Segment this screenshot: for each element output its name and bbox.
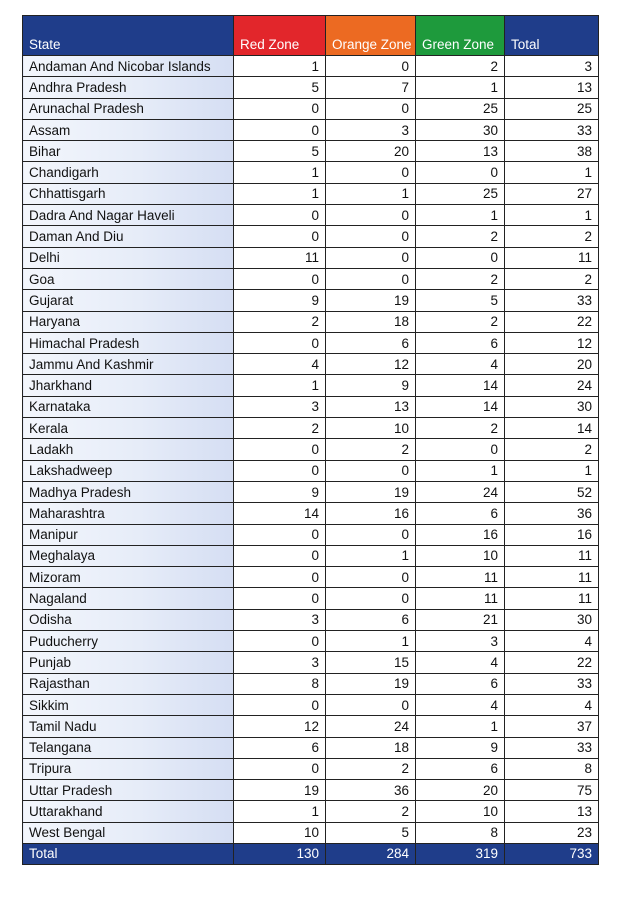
table-row [23,396,599,417]
cell-total: 36 [505,503,599,524]
table-row [23,503,599,524]
cell-red-zone: 0 [234,268,326,289]
cell-state: Odisha [23,609,234,630]
cell-state: West Bengal [23,822,234,843]
cell-orange-zone: 0 [326,268,416,289]
cell-red-zone: 6 [234,737,326,758]
cell-state: Sikkim [23,694,234,715]
cell-green-zone: 14 [416,375,505,396]
header-row [23,16,599,56]
cell-red-zone: 0 [234,226,326,247]
cell-red-zone: 0 [234,98,326,119]
table-row [23,311,599,332]
table-row [23,247,599,268]
cell-state: Himachal Pradesh [23,332,234,353]
cell-green-zone: 9 [416,737,505,758]
cell-state: Madhya Pradesh [23,481,234,502]
cell-state: Delhi [23,247,234,268]
table-row [23,694,599,715]
cell-red-zone: 12 [234,716,326,737]
cell-state: Uttarakhand [23,801,234,822]
cell-green-zone: 30 [416,119,505,140]
cell-total: 30 [505,396,599,417]
cell-total: 38 [505,141,599,162]
table-row [23,162,599,183]
cell-green-zone: 1 [416,77,505,98]
cell-total: 13 [505,801,599,822]
table-row [23,332,599,353]
header-total: Total [505,16,599,56]
cell-red-zone: 5 [234,141,326,162]
cell-orange-zone: 36 [326,780,416,801]
cell-orange-zone: 0 [326,460,416,481]
cell-red-zone: 0 [234,758,326,779]
cell-total: 33 [505,673,599,694]
cell-orange-zone: 6 [326,609,416,630]
cell-orange-zone: 19 [326,481,416,502]
cell-red-zone: 14 [234,503,326,524]
cell-green-zone: 0 [416,247,505,268]
cell-orange-zone: 0 [326,694,416,715]
table-row [23,290,599,311]
cell-red-zone: 0 [234,524,326,545]
table-row [23,524,599,545]
cell-total: 2 [505,226,599,247]
cell-green-zone: 0 [416,439,505,460]
cell-green-zone: 1 [416,205,505,226]
cell-green-zone: 25 [416,183,505,204]
table-row [23,758,599,779]
table-row [23,545,599,566]
cell-green-zone: 13 [416,141,505,162]
cell-orange-zone: 6 [326,332,416,353]
table-row [23,588,599,609]
cell-total: 1 [505,460,599,481]
cell-green-zone: 1 [416,716,505,737]
cell-red-zone: 0 [234,119,326,140]
totals-total: 733 [505,843,599,864]
cell-state: Karnataka [23,396,234,417]
table-row [23,354,599,375]
cell-total: 11 [505,588,599,609]
cell-state: Nagaland [23,588,234,609]
cell-red-zone: 1 [234,162,326,183]
cell-state: Chhattisgarh [23,183,234,204]
cell-orange-zone: 12 [326,354,416,375]
cell-total: 1 [505,205,599,226]
cell-total: 8 [505,758,599,779]
cell-total: 11 [505,545,599,566]
cell-orange-zone: 18 [326,737,416,758]
cell-state: Puducherry [23,631,234,652]
cell-orange-zone: 1 [326,545,416,566]
table-row [23,737,599,758]
cell-red-zone: 0 [234,631,326,652]
cell-green-zone: 2 [416,311,505,332]
cell-total: 52 [505,481,599,502]
table-row [23,205,599,226]
cell-green-zone: 16 [416,524,505,545]
cell-green-zone: 3 [416,631,505,652]
table-row [23,119,599,140]
table-row [23,439,599,460]
table-row [23,609,599,630]
cell-red-zone: 0 [234,439,326,460]
cell-total: 37 [505,716,599,737]
cell-red-zone: 3 [234,609,326,630]
cell-orange-zone: 0 [326,567,416,588]
cell-red-zone: 2 [234,311,326,332]
cell-state: Jammu And Kashmir [23,354,234,375]
cell-total: 33 [505,119,599,140]
cell-total: 4 [505,631,599,652]
table-row [23,375,599,396]
cell-total: 2 [505,439,599,460]
cell-orange-zone: 19 [326,673,416,694]
cell-green-zone: 2 [416,268,505,289]
cell-state: Punjab [23,652,234,673]
cell-state: Kerala [23,418,234,439]
cell-orange-zone: 1 [326,631,416,652]
cell-red-zone: 4 [234,354,326,375]
cell-state: Jharkhand [23,375,234,396]
cell-total: 13 [505,77,599,98]
cell-state: Tripura [23,758,234,779]
header-green-zone: Green Zone [416,16,505,56]
cell-state: Dadra And Nagar Haveli [23,205,234,226]
table-row [23,673,599,694]
cell-orange-zone: 18 [326,311,416,332]
cell-total: 22 [505,311,599,332]
cell-red-zone: 1 [234,183,326,204]
cell-state: Ladakh [23,439,234,460]
cell-total: 11 [505,247,599,268]
cell-red-zone: 0 [234,588,326,609]
cell-red-zone: 9 [234,290,326,311]
cell-orange-zone: 0 [326,162,416,183]
cell-orange-zone: 5 [326,822,416,843]
cell-state: Uttar Pradesh [23,780,234,801]
cell-total: 4 [505,694,599,715]
table-row [23,481,599,502]
table-row [23,141,599,162]
cell-state: Bihar [23,141,234,162]
cell-green-zone: 10 [416,545,505,566]
cell-green-zone: 20 [416,780,505,801]
cell-red-zone: 19 [234,780,326,801]
cell-state: Tamil Nadu [23,716,234,737]
cell-red-zone: 3 [234,652,326,673]
cell-green-zone: 5 [416,290,505,311]
cell-green-zone: 21 [416,609,505,630]
cell-state: Haryana [23,311,234,332]
cell-orange-zone: 7 [326,77,416,98]
cell-total: 75 [505,780,599,801]
cell-green-zone: 8 [416,822,505,843]
cell-total: 25 [505,98,599,119]
cell-state: Andhra Pradesh [23,77,234,98]
cell-orange-zone: 13 [326,396,416,417]
cell-orange-zone: 19 [326,290,416,311]
cell-orange-zone: 2 [326,801,416,822]
cell-orange-zone: 0 [326,226,416,247]
header-orange-zone: Orange Zone [326,16,416,56]
cell-red-zone: 2 [234,418,326,439]
cell-total: 20 [505,354,599,375]
cell-total: 12 [505,332,599,353]
cell-state: Meghalaya [23,545,234,566]
cell-red-zone: 0 [234,545,326,566]
header-state: State [23,16,234,56]
cell-green-zone: 0 [416,162,505,183]
cell-state: Gujarat [23,290,234,311]
totals-label: Total [23,843,234,864]
cell-orange-zone: 0 [326,98,416,119]
cell-green-zone: 10 [416,801,505,822]
cell-total: 1 [505,162,599,183]
cell-green-zone: 6 [416,503,505,524]
cell-total: 24 [505,375,599,396]
zone-table [22,15,599,865]
cell-total: 33 [505,290,599,311]
cell-orange-zone: 15 [326,652,416,673]
cell-state: Rajasthan [23,673,234,694]
table-row [23,631,599,652]
cell-green-zone: 11 [416,588,505,609]
cell-red-zone: 0 [234,205,326,226]
table-body [23,56,599,844]
cell-red-zone: 1 [234,56,326,77]
cell-total: 2 [505,268,599,289]
cell-orange-zone: 0 [326,588,416,609]
cell-red-zone: 8 [234,673,326,694]
cell-green-zone: 24 [416,481,505,502]
cell-state: Telangana [23,737,234,758]
cell-orange-zone: 0 [326,247,416,268]
cell-total: 27 [505,183,599,204]
cell-state: Chandigarh [23,162,234,183]
table-row [23,418,599,439]
cell-state: Lakshadweep [23,460,234,481]
cell-orange-zone: 2 [326,758,416,779]
cell-green-zone: 4 [416,354,505,375]
cell-orange-zone: 0 [326,56,416,77]
cell-state: Goa [23,268,234,289]
cell-total: 22 [505,652,599,673]
cell-total: 30 [505,609,599,630]
table-row [23,98,599,119]
cell-state: Assam [23,119,234,140]
cell-orange-zone: 2 [326,439,416,460]
cell-total: 23 [505,822,599,843]
cell-red-zone: 1 [234,375,326,396]
cell-green-zone: 2 [416,418,505,439]
cell-red-zone: 3 [234,396,326,417]
cell-green-zone: 11 [416,567,505,588]
cell-total: 33 [505,737,599,758]
cell-red-zone: 9 [234,481,326,502]
cell-orange-zone: 20 [326,141,416,162]
cell-state: Mizoram [23,567,234,588]
cell-green-zone: 4 [416,694,505,715]
table-row [23,460,599,481]
cell-red-zone: 10 [234,822,326,843]
cell-green-zone: 1 [416,460,505,481]
cell-red-zone: 5 [234,77,326,98]
table-row [23,801,599,822]
table-row [23,268,599,289]
header-red-zone: Red Zone [234,16,326,56]
table-row [23,652,599,673]
cell-total: 14 [505,418,599,439]
cell-green-zone: 4 [416,652,505,673]
cell-red-zone: 0 [234,332,326,353]
table-row [23,780,599,801]
cell-green-zone: 25 [416,98,505,119]
table-row [23,56,599,77]
totals-orange: 284 [326,843,416,864]
cell-orange-zone: 9 [326,375,416,396]
cell-green-zone: 6 [416,673,505,694]
table-row [23,716,599,737]
table-row [23,183,599,204]
table-row [23,77,599,98]
cell-state: Andaman And Nicobar Islands [23,56,234,77]
cell-red-zone: 0 [234,567,326,588]
totals-green: 319 [416,843,505,864]
table-row [23,822,599,843]
cell-orange-zone: 3 [326,119,416,140]
cell-total: 11 [505,567,599,588]
cell-green-zone: 2 [416,226,505,247]
cell-state: Arunachal Pradesh [23,98,234,119]
cell-green-zone: 2 [416,56,505,77]
cell-orange-zone: 1 [326,183,416,204]
cell-orange-zone: 10 [326,418,416,439]
cell-orange-zone: 0 [326,524,416,545]
cell-green-zone: 14 [416,396,505,417]
cell-orange-zone: 24 [326,716,416,737]
totals-row [23,843,599,864]
cell-red-zone: 11 [234,247,326,268]
cell-red-zone: 0 [234,460,326,481]
totals-red: 130 [234,843,326,864]
cell-green-zone: 6 [416,758,505,779]
cell-state: Daman And Diu [23,226,234,247]
cell-state: Maharashtra [23,503,234,524]
cell-total: 3 [505,56,599,77]
cell-state: Manipur [23,524,234,545]
table-row [23,567,599,588]
table-row [23,226,599,247]
cell-green-zone: 6 [416,332,505,353]
cell-orange-zone: 16 [326,503,416,524]
cell-red-zone: 1 [234,801,326,822]
cell-red-zone: 0 [234,694,326,715]
cell-total: 16 [505,524,599,545]
cell-orange-zone: 0 [326,205,416,226]
